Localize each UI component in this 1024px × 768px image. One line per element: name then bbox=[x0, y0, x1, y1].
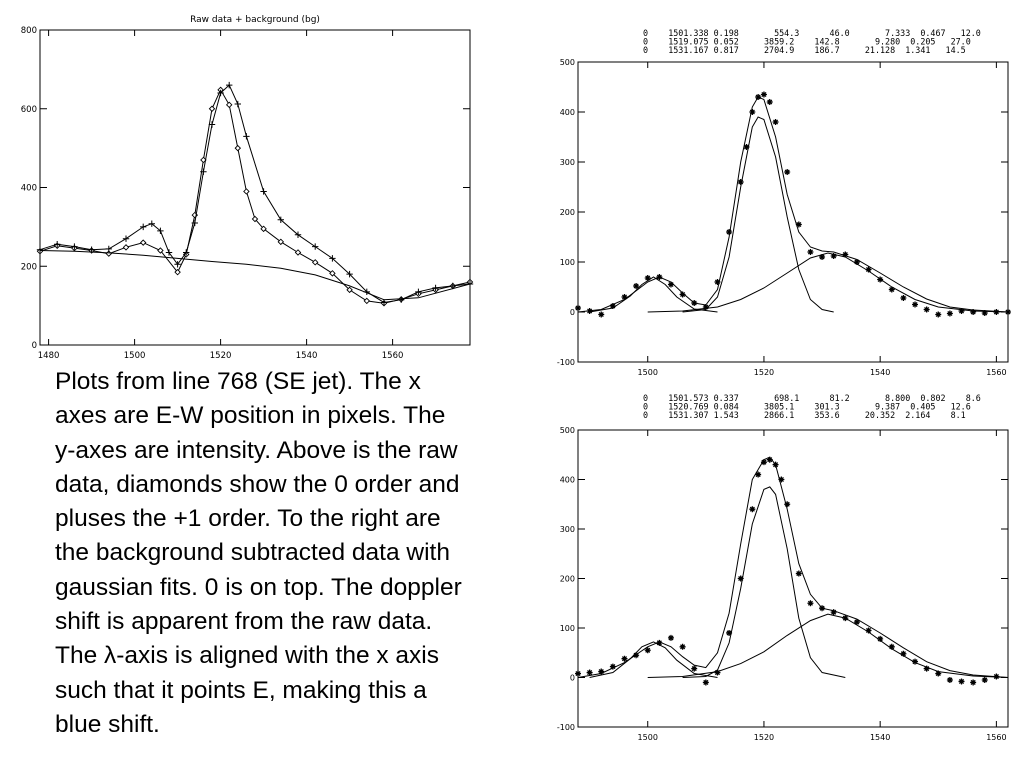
data-point-asterisk bbox=[796, 571, 802, 577]
data-point-asterisk bbox=[807, 249, 813, 255]
y-tick-label: 0 bbox=[569, 308, 575, 317]
fit-table-row: 0 1531.307 1.543 2866.1 353.6 20.352 2.164 8.1 bbox=[643, 410, 966, 421]
y-tick-label: 500 bbox=[559, 426, 575, 435]
caption bbox=[55, 365, 555, 742]
data-point-asterisk bbox=[767, 99, 773, 105]
y-tick-label: 0 bbox=[569, 673, 575, 683]
data-point-asterisk bbox=[807, 600, 813, 606]
data-point-diamond bbox=[123, 245, 128, 250]
data-line-plus bbox=[40, 85, 470, 302]
y-tick-label: 200 bbox=[20, 262, 37, 273]
y-tick-label: 500 bbox=[559, 58, 575, 67]
y-tick-label: 200 bbox=[559, 574, 575, 584]
data-point-diamond bbox=[235, 146, 240, 151]
data-point-asterisk bbox=[738, 179, 744, 185]
data-point-plus bbox=[166, 249, 172, 255]
data-point-asterisk bbox=[598, 312, 604, 318]
fit-line bbox=[683, 487, 846, 678]
data-point-asterisk bbox=[970, 679, 976, 685]
y-tick-label: 400 bbox=[20, 183, 37, 194]
data-point-asterisk bbox=[947, 311, 953, 317]
plot-frame bbox=[578, 430, 1008, 727]
x-tick-label: 1560 bbox=[986, 733, 1007, 742]
data-point-diamond bbox=[227, 102, 232, 107]
y-tick-label: 0 bbox=[31, 341, 37, 351]
x-tick-label: 1560 bbox=[986, 368, 1007, 377]
data-point-asterisk bbox=[703, 679, 709, 685]
data-point-asterisk bbox=[575, 671, 581, 677]
data-point-plus bbox=[312, 243, 318, 249]
caption-line: data, diamonds show the 0 order and bbox=[55, 470, 460, 498]
caption-line: gaussian fits. 0 is on top. The doppler bbox=[55, 573, 462, 601]
y-tick-label: 300 bbox=[559, 525, 575, 534]
y-tick-label: 400 bbox=[559, 108, 575, 117]
data-point-plus bbox=[235, 101, 241, 107]
y-tick-label: 100 bbox=[559, 258, 575, 267]
data-point-asterisk bbox=[575, 305, 581, 311]
data-point-diamond bbox=[295, 250, 300, 255]
data-point-asterisk bbox=[947, 677, 953, 683]
fit-table-row: 0 1501.573 0.337 698.1 81.2 8.800 0.802 8.6 bbox=[643, 393, 981, 403]
data-point-plus bbox=[260, 188, 266, 194]
data-point-asterisk bbox=[680, 644, 686, 650]
data-point-asterisk bbox=[912, 302, 918, 308]
caption-line: pluses the +1 order. To the right are bbox=[55, 505, 441, 533]
data-point-asterisk bbox=[645, 275, 651, 281]
data-line-diamond bbox=[40, 90, 470, 303]
caption-line: y-axes are intensity. Above is the raw bbox=[55, 436, 458, 464]
fit-table-row: 0 1519.075 0.052 3859.2 142.8 9.280 0.205 27.0 bbox=[643, 36, 971, 47]
data-point-diamond bbox=[364, 298, 369, 303]
y-tick-label: 600 bbox=[20, 104, 37, 115]
x-tick-label: 1500 bbox=[637, 368, 658, 377]
fit-table-row: 0 1501.338 0.198 554.3 46.0 7.333 0.467 12.0 bbox=[643, 28, 981, 38]
x-tick-label: 1560 bbox=[381, 351, 404, 361]
x-tick-label: 1480 bbox=[37, 351, 60, 361]
y-tick-label: 400 bbox=[559, 475, 575, 485]
fit-table-row: 0 1531.167 0.817 2704.9 186.7 21.128 1.341 14.5 bbox=[643, 45, 966, 56]
fit-line bbox=[40, 251, 470, 300]
fit-line bbox=[648, 614, 1008, 677]
data-point-asterisk bbox=[784, 169, 790, 175]
fit-line bbox=[590, 642, 718, 678]
data-point-plus bbox=[398, 297, 404, 303]
data-point-asterisk bbox=[691, 666, 697, 672]
y-tick-label: 100 bbox=[559, 624, 575, 633]
fit-table-row: 0 1520.769 0.084 3805.1 301.3 9.387 0.405 12.6 bbox=[643, 401, 971, 412]
data-point-diamond bbox=[209, 106, 214, 111]
fit-line bbox=[683, 117, 834, 312]
x-tick-label: 1540 bbox=[869, 368, 891, 377]
data-point-asterisk bbox=[773, 119, 779, 125]
x-tick-label: 1500 bbox=[123, 351, 146, 361]
data-point-plus bbox=[243, 133, 249, 139]
data-point-asterisk bbox=[749, 109, 755, 115]
caption-line: shift is apparent from the raw data. bbox=[55, 608, 433, 636]
y-tick-label: 300 bbox=[559, 158, 575, 167]
caption-line: The λ-axis is aligned with the x axis bbox=[55, 642, 439, 670]
data-point-asterisk bbox=[935, 312, 941, 318]
fit-line bbox=[578, 457, 1008, 677]
x-tick-label: 1520 bbox=[209, 351, 232, 361]
data-point-asterisk bbox=[900, 295, 906, 301]
data-point-diamond bbox=[313, 260, 318, 265]
data-point-plus bbox=[140, 224, 146, 230]
caption-line: blue shift. bbox=[55, 710, 160, 738]
caption-line: axes are E-W position in pixels. The bbox=[55, 402, 446, 430]
data-point-asterisk bbox=[749, 506, 755, 512]
y-tick-label: 200 bbox=[559, 208, 575, 217]
chart-title: Raw data + background (bg) bbox=[190, 15, 320, 25]
data-point-plus bbox=[106, 246, 112, 252]
fit-line bbox=[578, 97, 1008, 312]
y-tick-label: 800 bbox=[20, 26, 37, 36]
data-point-asterisk bbox=[668, 635, 674, 641]
caption-line: the background subtracted data with bbox=[55, 539, 450, 567]
data-point-diamond bbox=[141, 240, 146, 245]
x-tick-label: 1500 bbox=[637, 733, 658, 742]
x-tick-label: 1540 bbox=[295, 351, 318, 361]
x-tick-label: 1520 bbox=[753, 733, 775, 742]
caption-line: Plots from line 768 (SE jet). The x bbox=[55, 368, 421, 395]
y-tick-label: -100 bbox=[556, 723, 575, 732]
data-point-asterisk bbox=[959, 678, 965, 684]
x-tick-label: 1520 bbox=[753, 368, 775, 377]
x-tick-label: 1540 bbox=[869, 733, 891, 742]
data-point-plus bbox=[381, 299, 387, 305]
caption-line: such that it points E, making this a bbox=[55, 676, 427, 704]
data-point-diamond bbox=[244, 189, 249, 194]
data-point-asterisk bbox=[761, 92, 767, 98]
y-tick-label: -100 bbox=[556, 358, 575, 367]
data-point-asterisk bbox=[924, 307, 930, 313]
data-point-plus bbox=[123, 235, 129, 241]
fit-line bbox=[648, 253, 1008, 312]
data-point-asterisk bbox=[982, 677, 988, 683]
